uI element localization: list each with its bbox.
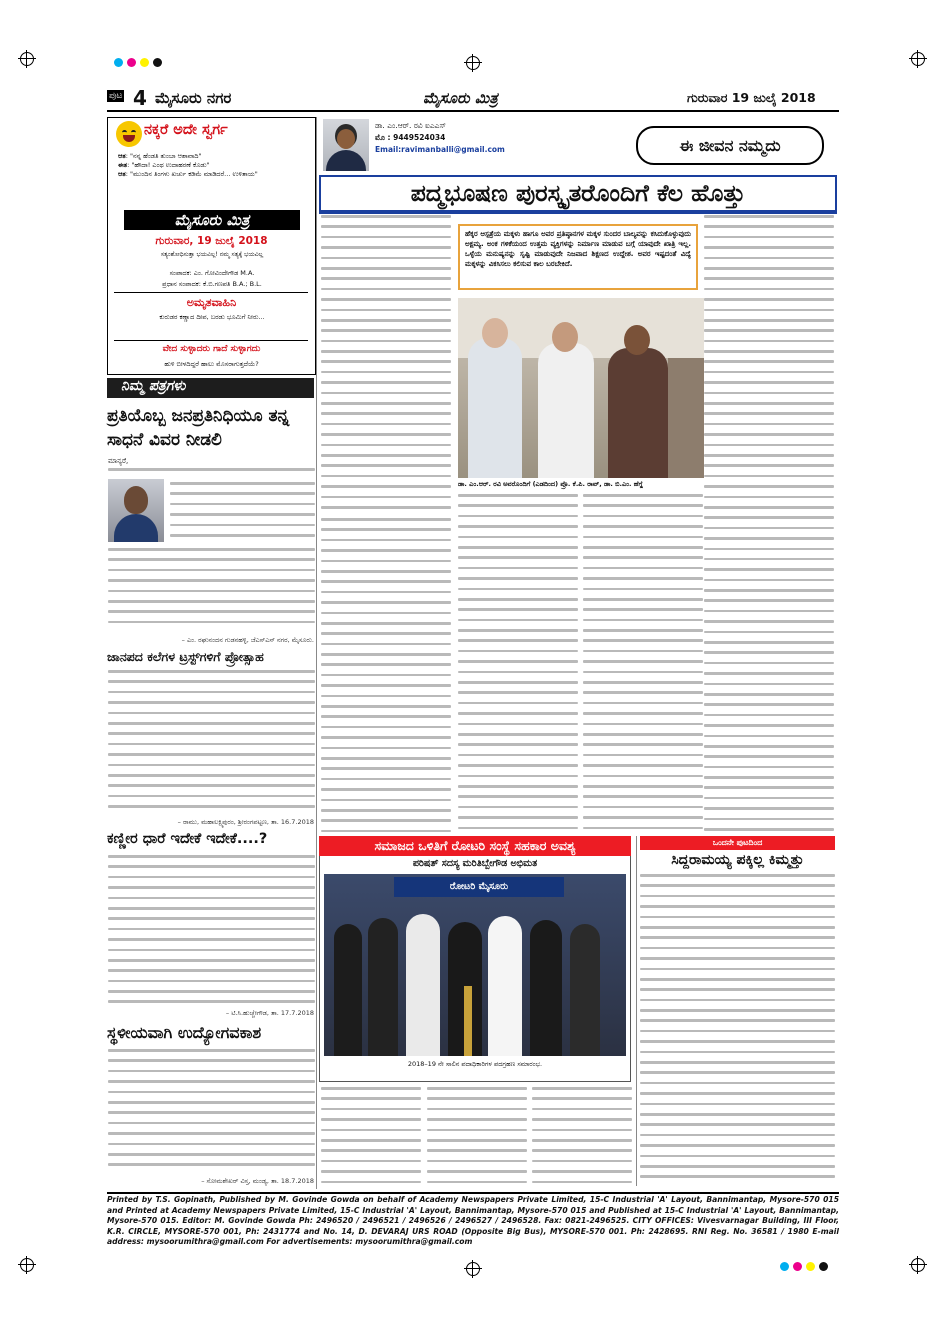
- columnist-phone: ಮೊ : 9449524034: [375, 133, 446, 142]
- letters-banner: ನಿಮ್ಮ ಪತ್ರಗಳು: [107, 378, 314, 398]
- letter1-sign: – ಎಂ. ರಘುನಂದನ ಗುಡನಹಳ್ಳಿ, ಜೆಎಸ್‌ಎಸ್ ನಗರ, ಮೈಸೂರು.: [181, 636, 314, 644]
- humor-line: ಆತ: "ನನ್ನ ಹೆಂಡತಿ ತುಂಬಾ ಆಶಾವಾದಿ": [118, 152, 202, 160]
- cmyk-dot: [819, 1262, 828, 1271]
- cmyk-dot: [780, 1262, 789, 1271]
- cmyk-dot: [153, 58, 162, 67]
- rotary-photo-box: [319, 856, 631, 1082]
- page-label: ಪುಟ: [109, 91, 123, 101]
- pull-quote: ಹೆಕ್ಕರ ಆಸ್ಪತ್ರೆಯ ಮಕ್ಕಳು ಹಾಗೂ ಅವರ ಪ್ರತಿಷ್ಠಾನಗಳ ಮಕ್ಕಳ ಸುಂದರ ಬಾಲ್ಯವನ್ನು ಕಸಿದುಕೊಳ್ಳುವುದು ಅಕ್ಷಮ್ಯ. ಅಂಕ ಗಳಿಕೆಯಂದ ಉತ್ತಮ ವ್ಯಕ್ತಿಗಳನ್ನು ನಿರ್ಮಾಣ ಮಾಡುವ ಬಗ್ಗೆ ಯಾವುದೇ ಖಾತ್ರಿ ಇಲ್ಲ. ಒಳ್ಳೆಯ ಮನುಷ್ಯನನ್ನು ಸೃಷ್ಟಿ ಮಾಡುವುದೇ ನಿಜವಾದ ಶಿಕ್ಷಣದ ಉದ್ದೇಶ. ಅವರ ಇಷ್ಟದಂತೆ ವಿದ್ಯೆ ಮಕ್ಕಳನ್ನು ವಿಕಸಿಸಲು ಕಲಿಸುವ ಕಾಲ ಬರಬೇಕಿದೆ.: [458, 224, 698, 290]
- registration-mark: [911, 1258, 925, 1272]
- cmyk-dot: [140, 58, 149, 67]
- column-name-badge: ಈ ಜೀವನ ನಮ್ಮದು: [636, 126, 824, 165]
- cmyk-dot: [114, 58, 123, 67]
- veda-title: ವೇದ ಸುಳ್ಳಾದರು ಗಾದೆ ಸುಳ್ಳಾಗದು: [162, 344, 261, 354]
- box-masthead: ಮೈಸೂರು ಮಿತ್ರ: [124, 210, 300, 230]
- humor-line: ಆತ: "ಮುಂದಿನ ತಿಂಗಳು ಖರ್ಚು ಕಡಿಮೆ ಮಾಡಿದರೆ... ಉಳಿತಾಯ": [118, 170, 258, 178]
- box-editor: ಸಂಪಾದಕ: ಎಂ. ಗೋವಿಂದೇಗೌಡ M.A.: [169, 269, 255, 277]
- registration-mark: [466, 1262, 480, 1276]
- humor-box: [107, 117, 316, 375]
- amrita-title: ಅಮೃತವಾಹಿನಿ: [186, 296, 237, 309]
- continued-tag: ಒಂದನೇ ಪುಟದಿಂದ: [640, 836, 835, 850]
- humor-lines: [118, 152, 308, 179]
- registration-mark: [20, 1258, 34, 1272]
- laughing-face-icon: [116, 121, 142, 147]
- columnist-title: ಡಾ. ಎಂ.ಆರ್. ರವಿ ಐಎಎಸ್: [375, 121, 446, 130]
- letter1-title: ಪ್ರತಿಯೊಬ್ಬ ಜನಪ್ರತಿನಿಧಿಯೂ ತನ್ನ ಸಾಧನೆ ವಿವರ ನೀಡಲಿ: [107, 406, 290, 450]
- cmyk-dot: [793, 1262, 802, 1271]
- columnist-box: [319, 117, 631, 173]
- letter4-sign: – ಸೋಮಶೇಖರ್ ವಿಸ್ತ, ಮಂಡ್ಯ, ತಾ. 18.7.2018: [201, 1177, 314, 1185]
- amrita-text: ಕುರುಡರ ಕಣ್ಣಾದ ದೀಪ, ಬರಡು ಭೂಮಿಗೆ ನೀರು...: [159, 313, 265, 321]
- rotary-subhead: ಪರಿಷತ್ ಸದಸ್ಯ ಮರಿತಿಬ್ಬೇಗೌಡ ಅಭಿಮತ: [412, 858, 538, 869]
- rotary-caption: 2018–19 ನೇ ಸಾಲಿನ ಪದಾಧಿಕಾರಿಗಳ ಪದಗ್ರಹಣ ಸಮಾರಂಭ.: [407, 1060, 543, 1068]
- footer-imprint: Printed by T.S. Gopinath, Published by M. Govinde Gowda on behalf of Academy Newspapers Private Limited, 15-C Industrial 'A' Layout, Bannimantap, Mysore-570 015 and Printed at Academy Newspapers Private Limited, 15-C Industrial 'A' Layout, Bannimantap, Mysore-570 015 and Published at 15-C Industrial 'A' Layout, Bannimantap, Mysore-570 015. Editor: M. Govinde Gowda Ph: 2496520 / 2496521 / 2496526 / 2496527 / 2496528. Fax: 0821-2496525. CITY OFFICES: Vivesvarnagar Building, III Floor, K.R. CIRCLE, MYSORE-570 001, Ph: 2431774 and No. 14, D. DEVARAJ URS ROAD (Opposite Big Bus), MYSORE-570 001. Ph: 2428695. RNI Reg. No. 36581 / 1980 E-mail address: mysoorumithra@gmail.com For advertisements: mysoorumithra@gmail.com: [107, 1195, 839, 1246]
- rotary-banner: ರೋಟರಿ ಮೈಸೂರು: [394, 877, 564, 897]
- rotary-headline: ಸಮಾಜದ ಒಳಿತಿಗೆ ರೋಟರಿ ಸಂಸ್ಥೆ ಸಹಕಾರ ಅವಶ್ಯ: [319, 836, 631, 856]
- letter4-title: ಸ್ಥಳೀಯವಾಗಿ ಉದ್ಯೋಗವಕಾಶ: [107, 1023, 262, 1042]
- continued-headline: ಸಿದ್ದರಾಮಯ್ಯ ಪಕ್ಕಿಲ್ಲ ಕಿಮ್ಮತ್ತು: [671, 852, 804, 868]
- cmyk-dot: [806, 1262, 815, 1271]
- columnist-email: Email:ravimanballi@gmail.com: [375, 145, 505, 154]
- veda-text: ಹುಳಿ ಬೀಳದಿದ್ದರೆ ಹಾಲು ಮೊಸರಾಗುತ್ತದೆಯೆ?: [164, 360, 259, 368]
- letter-writer-photo: [108, 479, 164, 542]
- letter2-title: ಜಾನಪದ ಕಲೆಗಳ ಟ್ರಸ್ಟ್‌ಗಳಿಗೆ ಪ್ರೋತ್ಸಾಹ: [107, 649, 264, 664]
- columnist-photo: [323, 119, 369, 171]
- page-header: [107, 87, 839, 112]
- letter3-sign: – ಟಿ.ಸಿ.ಹುಚ್ಚೇಗೌಡ, ತಾ. 17.7.2018: [225, 1009, 314, 1017]
- registration-mark: [466, 56, 480, 70]
- masthead: ಮೈಸೂರು ಮಿತ್ರ: [423, 89, 498, 107]
- humor-line: ಈತ: "ಹೌದಾ! ಎಂಥ ಉದಾಹರಣೆ ಕೊಡು": [118, 161, 210, 169]
- page-number: 4: [133, 86, 147, 110]
- box-publisher: ಪ್ರಧಾನ ಸಂಪಾದಕ: ಕೆ.ಬಿ.ಗಣಪತಿ B.A.; B.L.: [162, 280, 262, 288]
- letter2-sign: – ರಾಮು, ಮಹಾಲಕ್ಷ್ಮಿಪುರಂ, ಶ್ರೀರಂಗಪಟ್ಟಣ, ತಾ. 16.7.2018: [177, 818, 314, 826]
- feature-photo-caption: ಡಾ. ಎಂ.ಆರ್. ರವಿ ಅವರೊಂದಿಗೆ (ಎಡದಿಂದ) ಪ್ರೊ. ಕೆ.ಪಿ. ರಾವ್, ಡಾ. ಬಿ.ಎಂ. ಹೆಗ್ಡೆ: [458, 480, 644, 488]
- feature-photo: [458, 298, 704, 478]
- letter3-title: ಕಣ್ಣೀರ ಧಾರೆ ಇದೇಕೆ ಇದೇಕೆ....?: [107, 831, 268, 847]
- registration-mark: [911, 52, 925, 66]
- rotary-event-photo: [324, 874, 626, 1056]
- box-motto: ಸತ್ಯಂಶೋಧಿಸುತ್ತಾ ಭಯವಿಲ್ಲ! ನಮ್ಮ ಸತ್ಯಕ್ಕೆ ಭಯವಿಲ್ಲ: [160, 251, 264, 258]
- section-title: ಮೈಸೂರು ನಗರ: [155, 89, 232, 107]
- humor-title: ನಕ್ಕರೆ ಅದೇ ಸ್ವರ್ಗ: [144, 122, 228, 138]
- letter1-salutation: ಮಾನ್ಯರೆ,: [108, 457, 129, 465]
- box-date: ಗುರುವಾರ, 19 ಜುಲೈ 2018: [155, 235, 268, 247]
- feature-headline: ಪದ್ಮಭೂಷಣ ಪುರಸ್ಕೃತರೊಂದಿಗೆ ಕೆಲ ಹೊತ್ತು: [319, 175, 837, 214]
- issue-date: ಗುರುವಾರ 19 ಜುಲೈ 2018: [687, 90, 816, 105]
- registration-mark: [20, 52, 34, 66]
- cmyk-dot: [127, 58, 136, 67]
